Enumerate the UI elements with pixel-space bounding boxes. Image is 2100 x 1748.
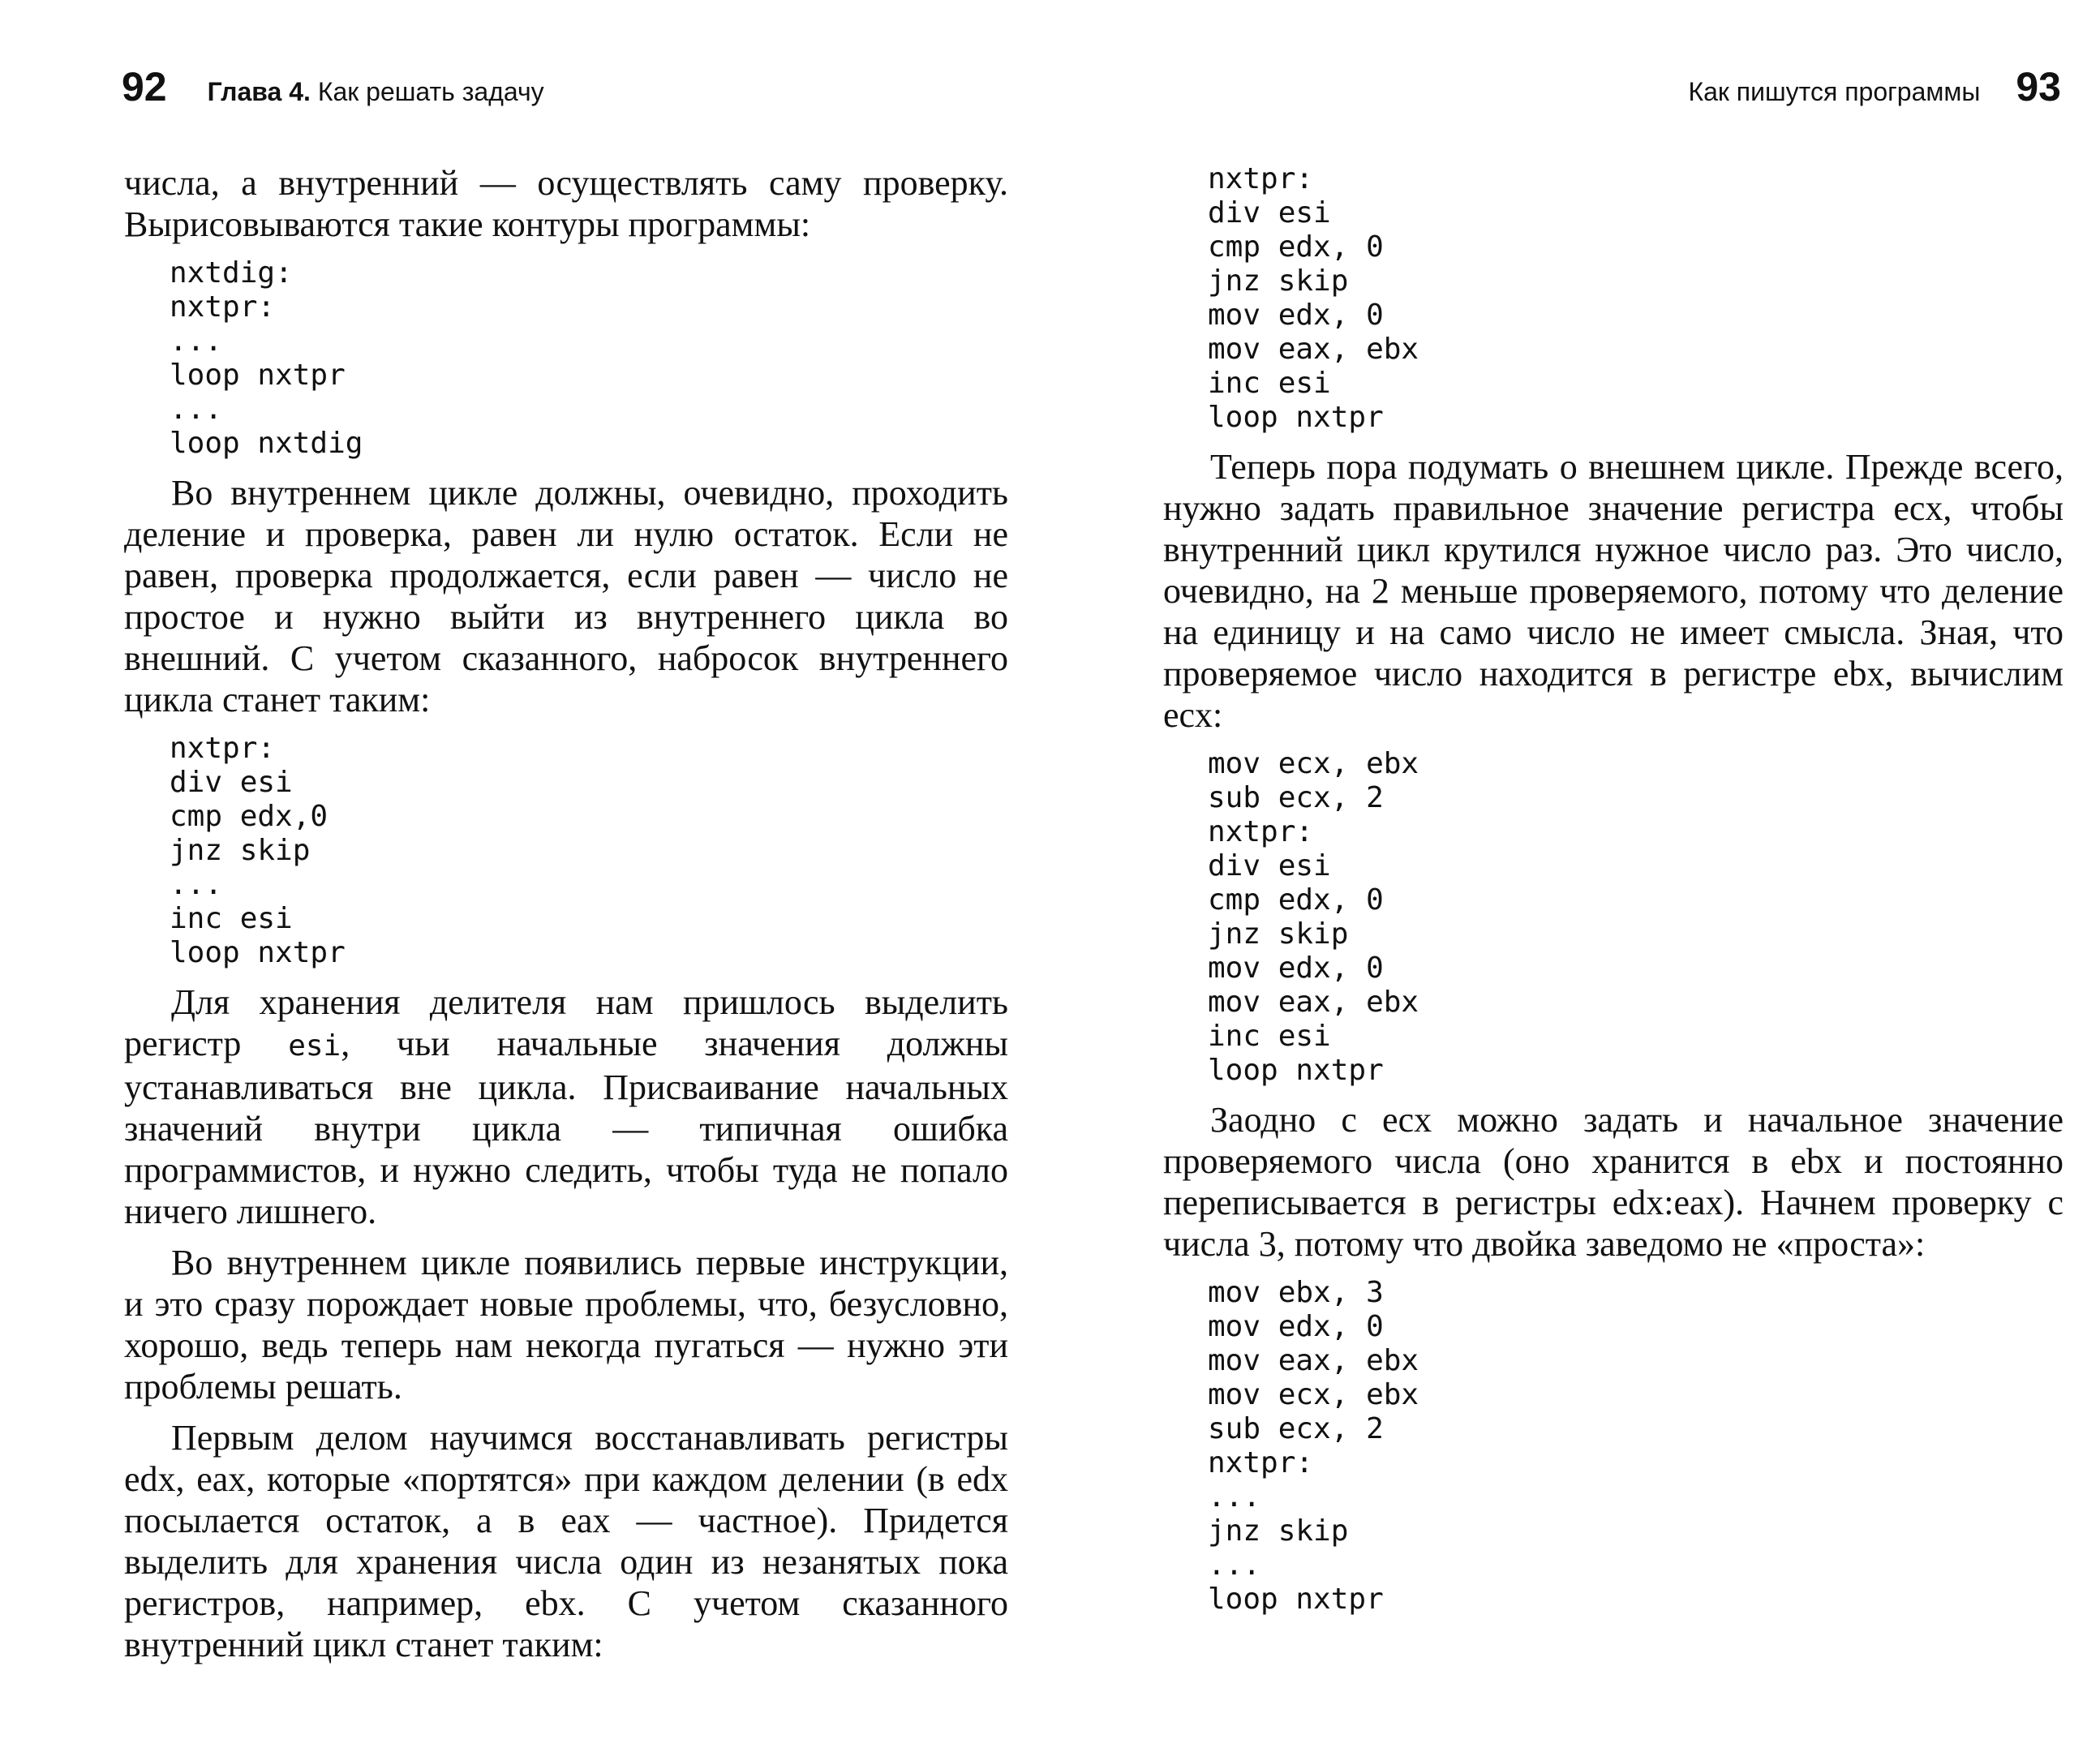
code-line: div esi — [170, 766, 293, 799]
page-number: 92 — [122, 64, 167, 110]
code-line: inc esi — [1208, 1020, 1331, 1053]
code-line: cmp edx,0 — [170, 800, 329, 833]
code-line: nxtpr: — [1208, 162, 1314, 195]
code-line: mov edx, 0 — [1208, 951, 1384, 985]
code-line: loop nxtpr — [170, 936, 346, 969]
code-line: nxtpr: — [1208, 815, 1314, 848]
code-line: ... — [1208, 1548, 1261, 1582]
code-block — [170, 732, 1008, 970]
code-line: div esi — [1208, 849, 1331, 883]
paragraph: Первым делом научимся восстанавливать регистры edx, eax, которые «портятся» при каждом делении (в edx посылается остаток, а в eax — частное). Придется выделить для хранения числа один из незанятых пока регистров, например, ebx. С учетом сказанного внутренний цикл станет таким: — [124, 1418, 1008, 1664]
code-line: mov eax, ebx — [1208, 1344, 1419, 1377]
code-line: sub ecx, 2 — [1208, 1412, 1384, 1445]
chapter-title: Как решать задачу — [317, 77, 544, 106]
right-page-header — [1050, 63, 2061, 128]
code-line: mov ebx, 3 — [1208, 1276, 1384, 1309]
code-line: sub ecx, 2 — [1208, 781, 1384, 814]
code-line: mov edx, 0 — [1208, 298, 1384, 332]
register-name: esi — [288, 1029, 341, 1063]
paragraph: Во внутреннем цикле появились первые инструкции, и это сразу порождает новые проблемы, что, безусловно, хорошо, ведь теперь нам некогда пугаться — нужно эти проблемы решать. — [124, 1243, 1008, 1407]
code-line: div esi — [1208, 196, 1331, 230]
code-line: jnz skip — [1208, 264, 1349, 298]
code-line: loop nxtdig — [170, 427, 363, 460]
code-line: ... — [170, 393, 223, 426]
code-line: nxtpr: — [170, 290, 276, 324]
code-line: ... — [170, 324, 223, 358]
code-line: ... — [1208, 1480, 1261, 1514]
paragraph — [124, 981, 1008, 1232]
left-text-column — [124, 162, 1008, 1665]
code-block — [1208, 162, 2063, 435]
code-block — [1208, 1276, 2063, 1617]
code-line: loop nxtpr — [1208, 1054, 1384, 1087]
chapter-label: Глава 4. — [207, 77, 311, 106]
paragraph-fragment: , чьи начальные значения должны устанавливаться вне цикла. Присваивание начальных значений внутри цикла — типичная ошибка программистов, и нужно следить, чтобы туда не попало ничего лишнего. — [124, 1024, 1008, 1231]
paragraph-fragment: Для хранения делителя нам пришлось выделить регистр — [124, 982, 1008, 1063]
paragraph: числа, а внутренний — осуществлять саму проверку. Вырисовываются такие контуры программы: — [124, 163, 1008, 244]
code-line: loop nxtpr — [1208, 1583, 1384, 1616]
code-line: mov ecx, ebx — [1208, 747, 1419, 780]
code-line: cmp edx, 0 — [1208, 883, 1384, 917]
code-line: inc esi — [1208, 367, 1331, 400]
code-block — [1208, 747, 2063, 1088]
paragraph: Теперь пора подумать о внешнем цикле. Прежде всего, нужно задать правильное значение регистра ecx, чтобы внутренний цикл крутился нужное число раз. Это число, очевидно, на 2 меньше проверяемого, потому что деление на единицу и на само число не имеет смысла. Зная, что проверяемое число находится в регистре ebx, вычислим ecx: — [1163, 447, 2063, 735]
code-block — [170, 256, 1008, 461]
code-line: ... — [170, 868, 223, 901]
code-line: jnz skip — [1208, 1514, 1349, 1548]
paragraph: Во внутреннем цикле должны, очевидно, проходить деление и проверка, равен ли нулю остаток. Если не равен, проверка продолжается, если равен — число не простое и нужно выйти из внутреннего цикла во внешний. С учетом сказанного, набросок внутреннего цикла станет таким: — [124, 473, 1008, 719]
code-line: mov eax, ebx — [1208, 986, 1419, 1019]
code-line: nxtdig: — [170, 256, 293, 290]
code-line: jnz skip — [1208, 917, 1349, 951]
code-line: mov ecx, ebx — [1208, 1378, 1419, 1411]
code-line: mov eax, ebx — [1208, 333, 1419, 366]
code-line: mov edx, 0 — [1208, 1310, 1384, 1343]
code-line: inc esi — [170, 902, 293, 935]
code-line: loop nxtpr — [170, 359, 346, 392]
running-head: Как пишутся программы — [1688, 77, 1981, 106]
left-page-header — [122, 63, 1014, 128]
right-page — [1050, 0, 2100, 1748]
running-head — [208, 77, 544, 106]
code-line: jnz skip — [170, 834, 311, 867]
code-line: nxtpr: — [170, 732, 276, 765]
code-line: loop nxtpr — [1208, 401, 1384, 434]
code-line: nxtpr: — [1208, 1446, 1314, 1480]
page-number: 93 — [2016, 64, 2061, 110]
paragraph: Заодно с ecx можно задать и начальное значение проверяемого числа (оно хранится в ebx и постоянно переписывается в регистры edx:eax). Начнем проверку с числа 3, потому что двойка заведомо не «проста»: — [1163, 1100, 2063, 1264]
right-text-column — [1163, 162, 2063, 1617]
code-line: cmp edx, 0 — [1208, 230, 1384, 264]
